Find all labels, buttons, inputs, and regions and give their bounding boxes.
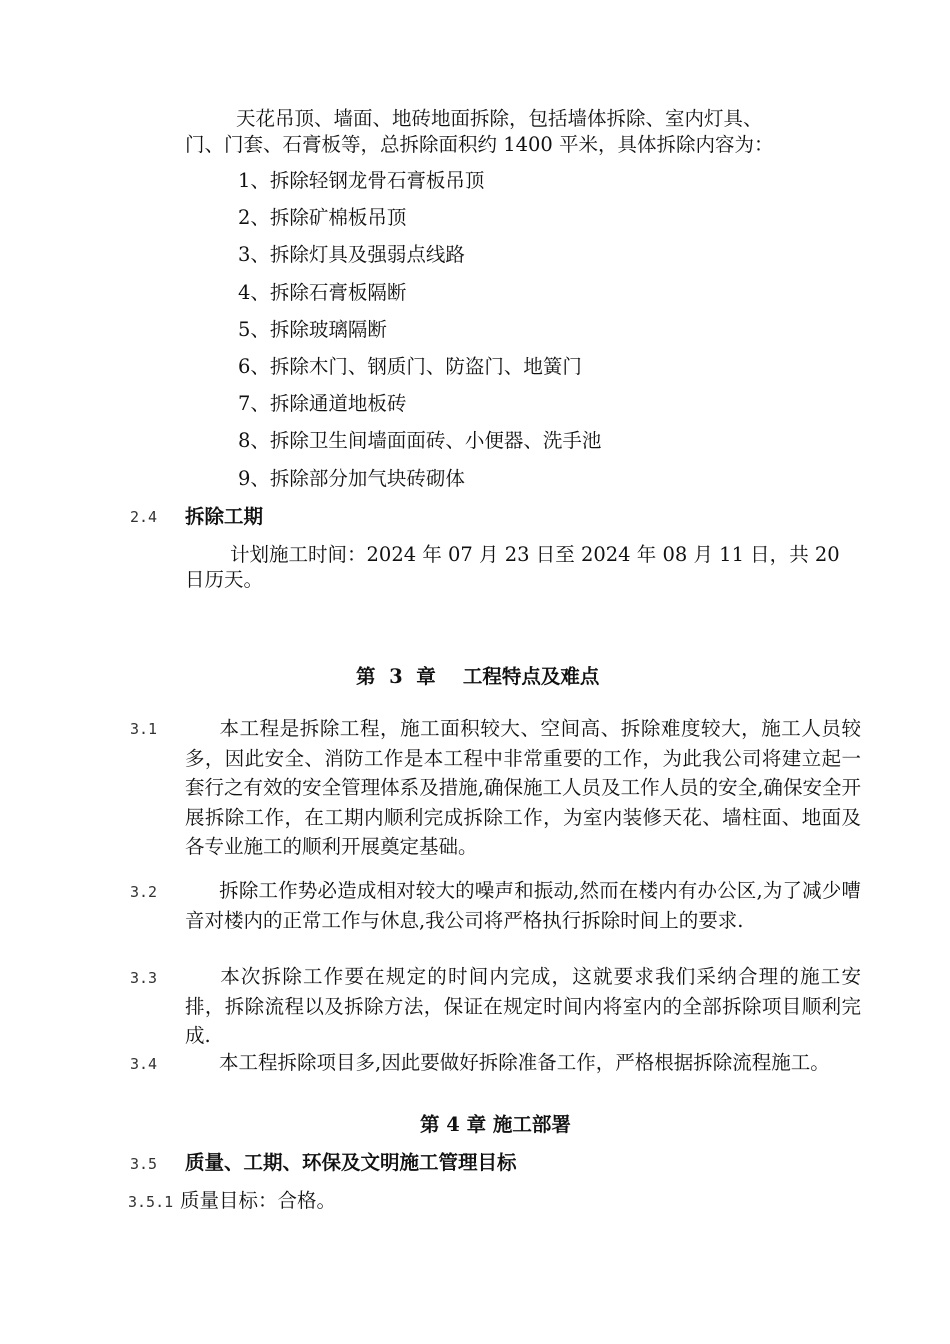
section-number: 3.5 [130,1155,158,1173]
intro-line-2: 门、门套、石膏板等，总拆除面积约 1400 平米，具体拆除内容为： [185,133,774,156]
section-text: 本工程拆除项目多,因此要做好拆除准备工作，严格根据拆除流程施工。 [219,1051,830,1074]
section-number: 3.1 [130,720,158,738]
schedule-line-1: 计划施工时间：2024 年 07 月 23 日至 2024 年 08 月 11 日，共 20 [230,543,840,566]
section-paragraph [185,876,861,935]
section-paragraph [185,962,861,1051]
section-number: 3.2 [130,883,158,901]
list-item: 4、拆除石膏板隔断 [238,281,407,304]
list-item: 8、拆除卫生间墙面面砖、小便器、洗手池 [238,429,602,452]
list-item: 7、拆除通道地板砖 [238,392,407,415]
section-number: 3.3 [130,969,158,987]
section-text: 本工程是拆除工程，施工面积较大、空间高、拆除难度较大，施工人员较多，因此安全、消防工作是本工程中非常重要的工作，为此我公司将建立起一套行之有效的安全管理体系及措施,确保施工人员及工作人员的安全,确保安全开展拆除工作，在工期内顺利完成拆除工作，为室内装修天花、墙柱面、地面及各专业施工的顺利开展奠定基础。 [185,717,861,858]
list-item: 6、拆除木门、钢质门、防盗门、地簧门 [238,355,582,378]
section-number: 3.4 [130,1055,158,1073]
section-heading: 拆除工期 [185,505,264,528]
list-item: 2、拆除矿棉板吊顶 [238,206,407,229]
list-item: 9、拆除部分加气块砖砌体 [238,467,465,490]
intro-line-1: 天花吊顶、墙面、地砖地面拆除，包括墙体拆除、室内灯具、 [236,107,763,130]
section-number: 2.4 [130,508,158,526]
section-heading: 质量、工期、环保及文明施工管理目标 [185,1151,517,1174]
section-text: 本次拆除工作要在规定的时间内完成，这就要求我们采纳合理的施工安排，拆除流程以及拆除方法，保证在规定时间内将室内的全部拆除项目顺利完成. [185,965,861,1047]
list-item: 3、拆除灯具及强弱点线路 [238,243,465,266]
chapter-title: 第 3 章 工程特点及难点 [356,665,600,688]
subsection-text: 质量目标：合格。 [180,1189,337,1212]
chapter-title: 第 4 章 施工部署 [420,1113,571,1136]
list-item: 1、拆除轻钢龙骨石膏板吊顶 [238,169,485,192]
list-item: 5、拆除玻璃隔断 [238,318,387,341]
subsection-number: 3.5.1 [128,1193,174,1211]
section-paragraph [185,714,861,862]
section-text: 拆除工作势必造成相对较大的噪声和振动,然而在楼内有办公区,为了减少嘈音对楼内的正常工作与休息,我公司将严格执行拆除时间上的要求. [185,879,861,932]
section-paragraph [185,1048,861,1078]
schedule-line-2: 日历天。 [185,568,264,591]
